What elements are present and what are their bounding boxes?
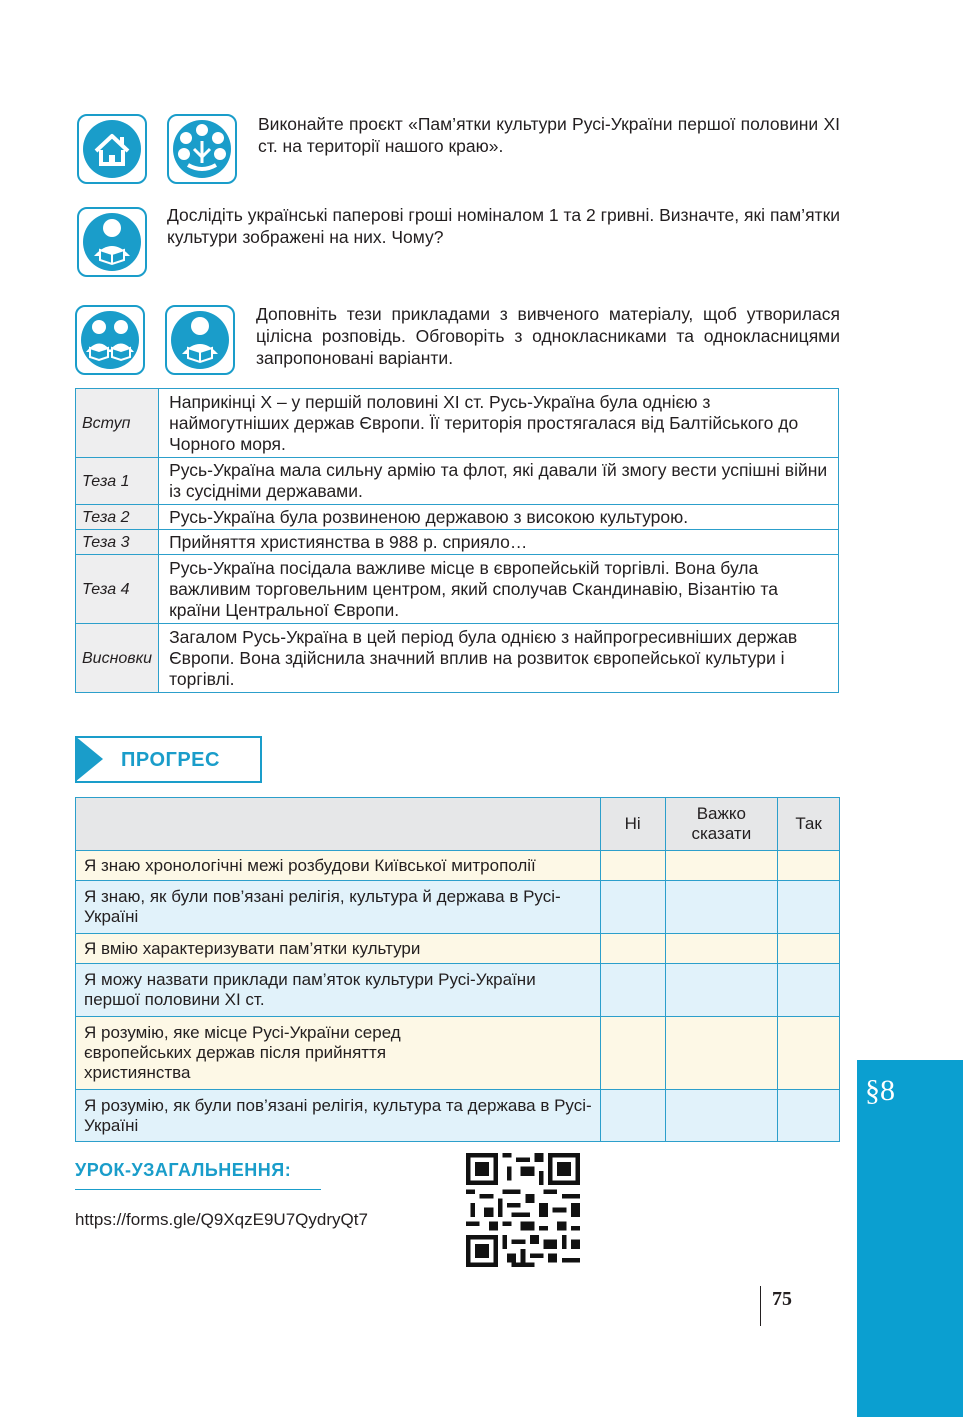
answer-cell[interactable] [665, 851, 778, 881]
statement-text: Я розумію, яке місце Русі-України серед європейських держав після прийняття християнства [84, 1023, 401, 1082]
answer-cell[interactable] [600, 934, 665, 964]
thesis-label: Теза 2 [76, 505, 159, 530]
task-3-text: Доповніть тези прикладами з вивченого матеріалу, щоб утворилася цілісна розповідь. Обговоріть з однокласниками та однокласницями запропоновані варіанти. [256, 304, 840, 368]
answer-cell[interactable] [778, 1017, 840, 1090]
thesis-text: Наприкінці X – у першій половині XI ст. Русь-Україна була однією з наймогутніших держав Європи. Її територія простягалася від Балтійського до Чорного моря. [159, 389, 839, 458]
arrow-right-icon [75, 736, 103, 782]
answer-cell[interactable] [600, 964, 665, 1017]
reader-icon [165, 305, 235, 375]
statement-cell: Я розумію, як були пов’язані релігія, культура та держава в Русі-Україні [76, 1090, 601, 1142]
table-row [76, 530, 839, 555]
column-header: Важко сказати [665, 798, 778, 851]
header-empty [76, 798, 601, 851]
theses-table [75, 388, 839, 693]
thesis-text: Русь-Україна була розвиненою державою з високою культурою. [159, 505, 839, 530]
task-2-text: Дослідіть українські паперові гроші номіналом 1 та 2 гривні. Визначте, які пам’ятки культури зображені на них. Чому? [167, 205, 840, 247]
divider [760, 1286, 761, 1326]
divider [75, 1189, 321, 1190]
table-row [76, 1090, 840, 1142]
table-row [76, 389, 839, 458]
answer-cell[interactable] [778, 851, 840, 881]
pair-readers-icon [75, 305, 145, 375]
thesis-label: Теза 4 [76, 555, 159, 624]
thesis-text: Загалом Русь-Україна в цей період була однією з найпрогресивніших держав Європи. Вона здійснила значний вплив на розвиток європейської культури і торгівлі. [159, 624, 839, 693]
column-header: Так [778, 798, 840, 851]
answer-cell[interactable] [778, 881, 840, 934]
answer-cell[interactable] [600, 851, 665, 881]
answer-cell[interactable] [600, 1090, 665, 1142]
answer-cell[interactable] [778, 1090, 840, 1142]
statement-cell: Я знаю хронологічні межі розбудови Київської митрополії [76, 851, 601, 881]
table-row [76, 555, 839, 624]
table-row [76, 1017, 840, 1090]
table-row [76, 964, 840, 1017]
answer-cell[interactable] [665, 1090, 778, 1142]
section-tab [857, 1060, 963, 1417]
page-number: 75 [772, 1288, 792, 1310]
home-icon [77, 114, 147, 184]
statement-cell [76, 1017, 601, 1090]
answer-cell[interactable] [665, 934, 778, 964]
thesis-label: Висновки [76, 624, 159, 693]
table-row [76, 624, 839, 693]
answer-cell[interactable] [778, 964, 840, 1017]
thesis-text: Русь-Україна посідала важливе місце в європейській торгівлі. Вона була важливим торговельним центром, який сполучав Скандинавію, Візантію та країни Центральної Європи. [159, 555, 839, 624]
reader-icon [77, 207, 147, 277]
progress-title: ПРОГРЕС [121, 749, 220, 771]
answer-cell[interactable] [600, 1017, 665, 1090]
lesson-link[interactable]: https://forms.gle/Q9XqzE9U7QydryQt7 [75, 1210, 368, 1229]
answer-cell[interactable] [665, 1017, 778, 1090]
thesis-text: Прийняття християнства в 988 р. сприяло… [159, 530, 839, 555]
progress-heading [75, 736, 262, 783]
table-header-row [76, 798, 840, 851]
task-1-text: Виконайте проєкт «Пам’ятки культури Русі-України першої половини XI ст. на території нашого краю». [258, 114, 840, 156]
answer-cell[interactable] [665, 964, 778, 1017]
section-tab-label: §8 [865, 1074, 895, 1107]
group-icon [167, 114, 237, 184]
table-row [76, 505, 839, 530]
column-header: Ні [600, 798, 665, 851]
answer-cell[interactable] [600, 881, 665, 934]
statement-cell: Я вмію характеризувати пам’ятки культури [76, 934, 601, 964]
statement-cell: Я знаю, як були пов’язані релігія, культура й держава в Русі-Україні [76, 881, 601, 934]
thesis-label: Теза 3 [76, 530, 159, 555]
table-row [76, 458, 839, 505]
lesson-title: УРОК-УЗАГАЛЬНЕННЯ: [75, 1160, 292, 1180]
statement-cell: Я можу назвати приклади пам’яток культури Русі-України першої половини XI ст. [76, 964, 601, 1017]
answer-cell[interactable] [665, 881, 778, 934]
thesis-label: Вступ [76, 389, 159, 458]
table-row [76, 934, 840, 964]
progress-table [75, 797, 840, 1142]
table-row [76, 881, 840, 934]
qr-code-icon[interactable] [466, 1153, 580, 1267]
thesis-label: Теза 1 [76, 458, 159, 505]
answer-cell[interactable] [778, 934, 840, 964]
table-row [76, 851, 840, 881]
thesis-text: Русь-Україна мала сильну армію та флот, які давали їй змогу вести успішні війни із сусідніми державами. [159, 458, 839, 505]
